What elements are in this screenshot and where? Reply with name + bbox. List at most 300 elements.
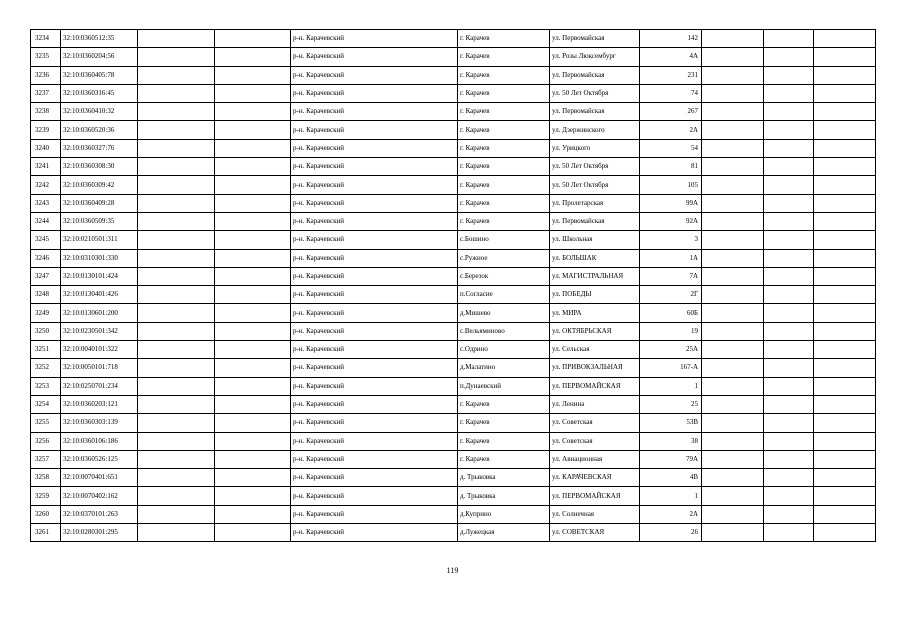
cadastral-number-cell: 32:10:0210501:311 bbox=[61, 231, 138, 249]
row-number-cell: 3261 bbox=[31, 524, 61, 542]
table-row bbox=[31, 450, 876, 468]
empty-cell bbox=[764, 524, 814, 542]
street-cell: ул. Урицкого bbox=[550, 139, 640, 157]
locality-cell: г. Карачев bbox=[458, 103, 550, 121]
row-number-cell: 3243 bbox=[31, 194, 61, 212]
house-number-cell: 2Г bbox=[640, 286, 702, 304]
district-cell: р-н. Карачевский bbox=[291, 304, 458, 322]
row-number-cell: 3237 bbox=[31, 84, 61, 102]
empty-cell bbox=[215, 377, 291, 395]
district-cell: р-н. Карачевский bbox=[291, 469, 458, 487]
house-number-cell: 1 bbox=[640, 487, 702, 505]
empty-cell bbox=[764, 249, 814, 267]
empty-cell bbox=[215, 84, 291, 102]
district-cell: р-н. Карачевский bbox=[291, 103, 458, 121]
house-number-cell: 3 bbox=[640, 231, 702, 249]
empty-cell bbox=[138, 84, 215, 102]
street-cell: ул. 50 Лет Октября bbox=[550, 176, 640, 194]
empty-cell bbox=[702, 469, 764, 487]
district-cell: р-н. Карачевский bbox=[291, 84, 458, 102]
district-cell: р-н. Карачевский bbox=[291, 139, 458, 157]
empty-cell bbox=[764, 139, 814, 157]
house-number-cell: 1 bbox=[640, 377, 702, 395]
table-row bbox=[31, 505, 876, 523]
house-number-cell: 231 bbox=[640, 66, 702, 84]
empty-cell bbox=[215, 103, 291, 121]
empty-cell bbox=[814, 432, 876, 450]
empty-cell bbox=[215, 505, 291, 523]
empty-cell bbox=[702, 432, 764, 450]
empty-cell bbox=[764, 487, 814, 505]
empty-cell bbox=[702, 66, 764, 84]
empty-cell bbox=[138, 249, 215, 267]
row-number-cell: 3236 bbox=[31, 66, 61, 84]
locality-cell: с.Ружное bbox=[458, 249, 550, 267]
cadastral-number-cell: 32:10:0360309:42 bbox=[61, 176, 138, 194]
cadastral-number-cell: 32:10:0050101:718 bbox=[61, 359, 138, 377]
empty-cell bbox=[138, 414, 215, 432]
empty-cell bbox=[764, 267, 814, 285]
empty-cell bbox=[215, 30, 291, 48]
empty-cell bbox=[215, 469, 291, 487]
house-number-cell: 167-А bbox=[640, 359, 702, 377]
street-cell: ул. МАГИСТРАЛЬНАЯ bbox=[550, 267, 640, 285]
cadastral-number-cell: 32:10:0310301:330 bbox=[61, 249, 138, 267]
locality-cell: п.Дунаевский bbox=[458, 377, 550, 395]
empty-cell bbox=[814, 121, 876, 139]
empty-cell bbox=[215, 322, 291, 340]
empty-cell bbox=[764, 103, 814, 121]
cadastral-number-cell: 32:10:0230501:342 bbox=[61, 322, 138, 340]
district-cell: р-н. Карачевский bbox=[291, 158, 458, 176]
row-number-cell: 3241 bbox=[31, 158, 61, 176]
empty-cell bbox=[702, 487, 764, 505]
empty-cell bbox=[138, 359, 215, 377]
street-cell: ул. Первомайская bbox=[550, 66, 640, 84]
empty-cell bbox=[702, 103, 764, 121]
district-cell: р-н. Карачевский bbox=[291, 395, 458, 413]
table-row bbox=[31, 359, 876, 377]
cadastral-number-cell: 32:10:0360316:45 bbox=[61, 84, 138, 102]
empty-cell bbox=[215, 395, 291, 413]
empty-cell bbox=[764, 176, 814, 194]
empty-cell bbox=[814, 158, 876, 176]
house-number-cell: 38 bbox=[640, 432, 702, 450]
empty-cell bbox=[814, 103, 876, 121]
district-cell: р-н. Карачевский bbox=[291, 267, 458, 285]
district-cell: р-н. Карачевский bbox=[291, 194, 458, 212]
cadastral-number-cell: 32:10:0250701:234 bbox=[61, 377, 138, 395]
locality-cell: г. Карачев bbox=[458, 66, 550, 84]
empty-cell bbox=[764, 359, 814, 377]
empty-cell bbox=[814, 84, 876, 102]
empty-cell bbox=[702, 84, 764, 102]
locality-cell: г. Карачев bbox=[458, 121, 550, 139]
locality-cell: д.Малатино bbox=[458, 359, 550, 377]
cadastral-number-cell: 32:10:0130401:426 bbox=[61, 286, 138, 304]
empty-cell bbox=[702, 450, 764, 468]
row-number-cell: 3258 bbox=[31, 469, 61, 487]
empty-cell bbox=[215, 450, 291, 468]
empty-cell bbox=[702, 139, 764, 157]
empty-cell bbox=[764, 212, 814, 230]
cadastral-number-cell: 32:10:0360106:186 bbox=[61, 432, 138, 450]
street-cell: ул. МИРА bbox=[550, 304, 640, 322]
empty-cell bbox=[138, 267, 215, 285]
cadastral-number-cell: 32:10:0360203:121 bbox=[61, 395, 138, 413]
row-number-cell: 3259 bbox=[31, 487, 61, 505]
row-number-cell: 3256 bbox=[31, 432, 61, 450]
street-cell: ул. 50 Лет Октября bbox=[550, 158, 640, 176]
row-number-cell: 3246 bbox=[31, 249, 61, 267]
table-row bbox=[31, 524, 876, 542]
row-number-cell: 3235 bbox=[31, 48, 61, 66]
locality-cell: г. Карачев bbox=[458, 450, 550, 468]
row-number-cell: 3247 bbox=[31, 267, 61, 285]
street-cell: ул. БОЛЬШАК bbox=[550, 249, 640, 267]
empty-cell bbox=[702, 121, 764, 139]
cadastral-number-cell: 32:10:0370101:263 bbox=[61, 505, 138, 523]
street-cell: ул. ПРИВОКЗАЛЬНАЯ bbox=[550, 359, 640, 377]
street-cell: ул. Советская bbox=[550, 414, 640, 432]
locality-cell: с.Вельяминово bbox=[458, 322, 550, 340]
empty-cell bbox=[814, 414, 876, 432]
locality-cell: г. Карачев bbox=[458, 432, 550, 450]
empty-cell bbox=[215, 139, 291, 157]
locality-cell: д.Куприно bbox=[458, 505, 550, 523]
empty-cell bbox=[702, 286, 764, 304]
table-row bbox=[31, 395, 876, 413]
house-number-cell: 92А bbox=[640, 212, 702, 230]
empty-cell bbox=[814, 194, 876, 212]
empty-cell bbox=[814, 505, 876, 523]
table-row bbox=[31, 304, 876, 322]
street-cell: ул. Сельская bbox=[550, 341, 640, 359]
locality-cell: г. Карачев bbox=[458, 48, 550, 66]
empty-cell bbox=[764, 377, 814, 395]
empty-cell bbox=[138, 432, 215, 450]
empty-cell bbox=[215, 158, 291, 176]
page-number: 119 bbox=[446, 566, 459, 575]
empty-cell bbox=[764, 505, 814, 523]
empty-cell bbox=[138, 524, 215, 542]
house-number-cell: 142 bbox=[640, 30, 702, 48]
district-cell: р-н. Карачевский bbox=[291, 231, 458, 249]
district-cell: р-н. Карачевский bbox=[291, 249, 458, 267]
cadastral-number-cell: 32:10:0130601:200 bbox=[61, 304, 138, 322]
empty-cell bbox=[764, 341, 814, 359]
empty-cell bbox=[764, 395, 814, 413]
table-row bbox=[31, 377, 876, 395]
house-number-cell: 26 bbox=[640, 524, 702, 542]
street-cell: ул. ПЕРВОМАЙСКАЯ bbox=[550, 487, 640, 505]
district-cell: р-н. Карачевский bbox=[291, 121, 458, 139]
street-cell: ул. ПЕРВОМАЙСКАЯ bbox=[550, 377, 640, 395]
empty-cell bbox=[814, 212, 876, 230]
row-number-cell: 3249 bbox=[31, 304, 61, 322]
empty-cell bbox=[702, 267, 764, 285]
locality-cell: д. Трыковка bbox=[458, 487, 550, 505]
cadastral-number-cell: 32:10:0360303:139 bbox=[61, 414, 138, 432]
cadastral-number-cell: 32:10:0360327:76 bbox=[61, 139, 138, 157]
house-number-cell: 1А bbox=[640, 249, 702, 267]
row-number-cell: 3240 bbox=[31, 139, 61, 157]
empty-cell bbox=[764, 48, 814, 66]
locality-cell: с.Березок bbox=[458, 267, 550, 285]
street-cell: ул. Дзержинского bbox=[550, 121, 640, 139]
district-cell: р-н. Карачевский bbox=[291, 30, 458, 48]
empty-cell bbox=[702, 505, 764, 523]
district-cell: р-н. Карачевский bbox=[291, 286, 458, 304]
table-row bbox=[31, 176, 876, 194]
table-row bbox=[31, 139, 876, 157]
empty-cell bbox=[764, 304, 814, 322]
empty-cell bbox=[215, 121, 291, 139]
empty-cell bbox=[138, 48, 215, 66]
empty-cell bbox=[814, 524, 876, 542]
empty-cell bbox=[215, 194, 291, 212]
house-number-cell: 25А bbox=[640, 341, 702, 359]
empty-cell bbox=[702, 322, 764, 340]
empty-cell bbox=[215, 414, 291, 432]
empty-cell bbox=[814, 377, 876, 395]
house-number-cell: 79А bbox=[640, 450, 702, 468]
empty-cell bbox=[764, 66, 814, 84]
table-row bbox=[31, 267, 876, 285]
locality-cell: д.Мишево bbox=[458, 304, 550, 322]
empty-cell bbox=[764, 322, 814, 340]
row-number-cell: 3238 bbox=[31, 103, 61, 121]
cadastral-number-cell: 32:10:0040101:322 bbox=[61, 341, 138, 359]
empty-cell bbox=[764, 450, 814, 468]
empty-cell bbox=[138, 121, 215, 139]
empty-cell bbox=[814, 176, 876, 194]
empty-cell bbox=[814, 66, 876, 84]
empty-cell bbox=[138, 450, 215, 468]
street-cell: ул. Авиационная bbox=[550, 450, 640, 468]
table-row bbox=[31, 249, 876, 267]
empty-cell bbox=[814, 231, 876, 249]
table-row bbox=[31, 66, 876, 84]
street-cell: ул. Советская bbox=[550, 432, 640, 450]
cadastral-number-cell: 32:10:0360204:56 bbox=[61, 48, 138, 66]
locality-cell: д. Трыковка bbox=[458, 469, 550, 487]
cadastral-number-cell: 32:10:0280301:295 bbox=[61, 524, 138, 542]
locality-cell: г. Карачев bbox=[458, 176, 550, 194]
house-number-cell: 53В bbox=[640, 414, 702, 432]
district-cell: р-н. Карачевский bbox=[291, 48, 458, 66]
empty-cell bbox=[215, 212, 291, 230]
row-number-cell: 3245 bbox=[31, 231, 61, 249]
empty-cell bbox=[215, 487, 291, 505]
table-row bbox=[31, 341, 876, 359]
house-number-cell: 105 bbox=[640, 176, 702, 194]
empty-cell bbox=[814, 487, 876, 505]
table-row bbox=[31, 48, 876, 66]
table-row bbox=[31, 487, 876, 505]
cadastral-number-cell: 32:10:0360526:125 bbox=[61, 450, 138, 468]
empty-cell bbox=[702, 395, 764, 413]
empty-cell bbox=[764, 84, 814, 102]
street-cell: ул. Первомайская bbox=[550, 30, 640, 48]
cadastral-number-cell: 32:10:0360409:28 bbox=[61, 194, 138, 212]
street-cell: ул. ОКТЯБРЬСКАЯ bbox=[550, 322, 640, 340]
empty-cell bbox=[215, 341, 291, 359]
empty-cell bbox=[702, 158, 764, 176]
house-number-cell: 25 bbox=[640, 395, 702, 413]
locality-cell: г. Карачев bbox=[458, 414, 550, 432]
empty-cell bbox=[702, 194, 764, 212]
cadastral-number-cell: 32:10:0360308:30 bbox=[61, 158, 138, 176]
address-table-body bbox=[31, 30, 876, 542]
district-cell: р-н. Карачевский bbox=[291, 322, 458, 340]
empty-cell bbox=[814, 304, 876, 322]
cadastral-number-cell: 32:10:0070401:651 bbox=[61, 469, 138, 487]
empty-cell bbox=[702, 359, 764, 377]
empty-cell bbox=[764, 414, 814, 432]
house-number-cell: 60Б bbox=[640, 304, 702, 322]
empty-cell bbox=[702, 524, 764, 542]
district-cell: р-н. Карачевский bbox=[291, 176, 458, 194]
table-row bbox=[31, 194, 876, 212]
empty-cell bbox=[138, 505, 215, 523]
locality-cell: г. Карачев bbox=[458, 212, 550, 230]
cadastral-number-cell: 32:10:0360512:35 bbox=[61, 30, 138, 48]
street-cell: ул. Пролетарская bbox=[550, 194, 640, 212]
row-number-cell: 3244 bbox=[31, 212, 61, 230]
empty-cell bbox=[215, 304, 291, 322]
table-row bbox=[31, 30, 876, 48]
empty-cell bbox=[764, 30, 814, 48]
house-number-cell: 54 bbox=[640, 139, 702, 157]
house-number-cell: 74 bbox=[640, 84, 702, 102]
row-number-cell: 3252 bbox=[31, 359, 61, 377]
row-number-cell: 3242 bbox=[31, 176, 61, 194]
empty-cell bbox=[702, 231, 764, 249]
house-number-cell: 267 bbox=[640, 103, 702, 121]
empty-cell bbox=[702, 249, 764, 267]
empty-cell bbox=[138, 194, 215, 212]
empty-cell bbox=[138, 304, 215, 322]
row-number-cell: 3257 bbox=[31, 450, 61, 468]
district-cell: р-н. Карачевский bbox=[291, 377, 458, 395]
street-cell: ул. Первомайская bbox=[550, 103, 640, 121]
table-row bbox=[31, 231, 876, 249]
empty-cell bbox=[702, 212, 764, 230]
empty-cell bbox=[215, 176, 291, 194]
locality-cell: г. Карачев bbox=[458, 84, 550, 102]
empty-cell bbox=[764, 469, 814, 487]
empty-cell bbox=[138, 139, 215, 157]
address-table bbox=[30, 29, 876, 542]
table-row bbox=[31, 322, 876, 340]
locality-cell: г. Карачев bbox=[458, 30, 550, 48]
district-cell: р-н. Карачевский bbox=[291, 487, 458, 505]
district-cell: р-н. Карачевский bbox=[291, 212, 458, 230]
empty-cell bbox=[764, 194, 814, 212]
empty-cell bbox=[215, 524, 291, 542]
empty-cell bbox=[138, 322, 215, 340]
empty-cell bbox=[814, 249, 876, 267]
house-number-cell: 81 bbox=[640, 158, 702, 176]
table-row bbox=[31, 432, 876, 450]
empty-cell bbox=[764, 432, 814, 450]
table-row bbox=[31, 414, 876, 432]
street-cell: ул. Розы Люксембург bbox=[550, 48, 640, 66]
row-number-cell: 3250 bbox=[31, 322, 61, 340]
district-cell: р-н. Карачевский bbox=[291, 414, 458, 432]
empty-cell bbox=[138, 341, 215, 359]
empty-cell bbox=[138, 176, 215, 194]
street-cell: ул. СОВЕТСКАЯ bbox=[550, 524, 640, 542]
row-number-cell: 3260 bbox=[31, 505, 61, 523]
cadastral-number-cell: 32:10:0130101:424 bbox=[61, 267, 138, 285]
locality-cell: г. Карачев bbox=[458, 139, 550, 157]
empty-cell bbox=[702, 341, 764, 359]
empty-cell bbox=[764, 286, 814, 304]
empty-cell bbox=[138, 487, 215, 505]
house-number-cell: 2А bbox=[640, 505, 702, 523]
empty-cell bbox=[814, 267, 876, 285]
district-cell: р-н. Карачевский bbox=[291, 524, 458, 542]
empty-cell bbox=[215, 231, 291, 249]
street-cell: ул. ПОБЕДЫ bbox=[550, 286, 640, 304]
empty-cell bbox=[764, 121, 814, 139]
empty-cell bbox=[215, 267, 291, 285]
house-number-cell: 4В bbox=[640, 469, 702, 487]
table-row bbox=[31, 158, 876, 176]
cadastral-number-cell: 32:10:0360520:36 bbox=[61, 121, 138, 139]
empty-cell bbox=[138, 395, 215, 413]
cadastral-number-cell: 32:10:0070402:162 bbox=[61, 487, 138, 505]
locality-cell: п.Согласие bbox=[458, 286, 550, 304]
empty-cell bbox=[215, 432, 291, 450]
cadastral-number-cell: 32:10:0360509:35 bbox=[61, 212, 138, 230]
empty-cell bbox=[814, 359, 876, 377]
empty-cell bbox=[138, 158, 215, 176]
table-row bbox=[31, 212, 876, 230]
empty-cell bbox=[764, 158, 814, 176]
table-row bbox=[31, 469, 876, 487]
street-cell: ул. Первомайская bbox=[550, 212, 640, 230]
house-number-cell: 19 bbox=[640, 322, 702, 340]
empty-cell bbox=[215, 66, 291, 84]
locality-cell: г. Карачев bbox=[458, 194, 550, 212]
row-number-cell: 3255 bbox=[31, 414, 61, 432]
row-number-cell: 3251 bbox=[31, 341, 61, 359]
empty-cell bbox=[138, 212, 215, 230]
row-number-cell: 3254 bbox=[31, 395, 61, 413]
empty-cell bbox=[702, 377, 764, 395]
locality-cell: с.Бошино bbox=[458, 231, 550, 249]
house-number-cell: 99А bbox=[640, 194, 702, 212]
empty-cell bbox=[702, 30, 764, 48]
empty-cell bbox=[215, 48, 291, 66]
empty-cell bbox=[138, 30, 215, 48]
table-row bbox=[31, 84, 876, 102]
empty-cell bbox=[215, 359, 291, 377]
street-cell: ул. КАРАЧЕВСКАЯ bbox=[550, 469, 640, 487]
house-number-cell: 4А bbox=[640, 48, 702, 66]
empty-cell bbox=[702, 414, 764, 432]
empty-cell bbox=[702, 176, 764, 194]
district-cell: р-н. Карачевский bbox=[291, 66, 458, 84]
empty-cell bbox=[702, 48, 764, 66]
empty-cell bbox=[764, 231, 814, 249]
empty-cell bbox=[138, 103, 215, 121]
row-number-cell: 3239 bbox=[31, 121, 61, 139]
empty-cell bbox=[814, 48, 876, 66]
